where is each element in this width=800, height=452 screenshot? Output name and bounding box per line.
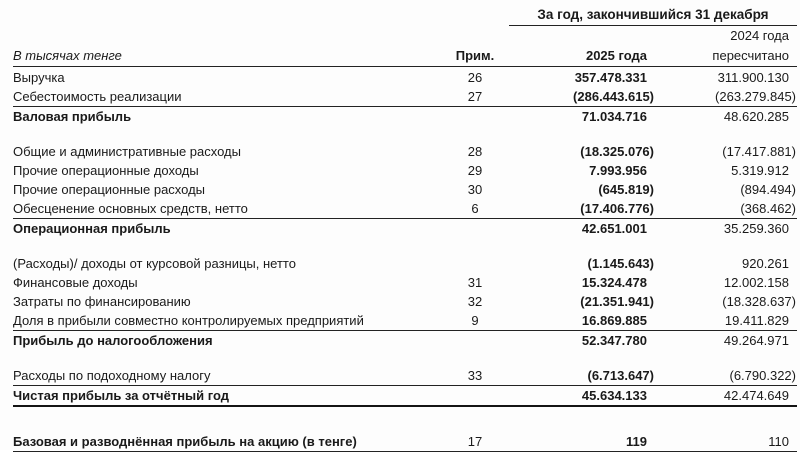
row-value-2024: 49.264.971 bbox=[723, 333, 789, 348]
row-label: Чистая прибыль за отчётный год bbox=[13, 388, 230, 403]
column-header-2025: 2025 года bbox=[585, 48, 647, 63]
row-value-2025: (1.145.643) bbox=[587, 256, 654, 271]
row-value-2024: 19.411.829 bbox=[724, 313, 789, 328]
row-value-2025: 357.478.331 bbox=[574, 70, 647, 85]
statement-row bbox=[13, 366, 797, 386]
row-value-2024: (17.417.881) bbox=[722, 144, 796, 159]
row-value-2025: 52.347.780 bbox=[581, 333, 647, 348]
unit-label: В тысячах тенге bbox=[13, 48, 122, 63]
row-note-ref: 31 bbox=[467, 275, 483, 290]
statement-row bbox=[13, 161, 797, 180]
row-value-2024: (894.494) bbox=[740, 182, 796, 197]
column-header-2024-line1: 2024 года bbox=[730, 28, 789, 43]
row-label: Обесценение основных средств, нетто bbox=[13, 201, 248, 216]
row-label: Финансовые доходы bbox=[13, 275, 138, 290]
row-value-2025: (21.351.941) bbox=[580, 294, 654, 309]
row-value-2025: (286.443.615) bbox=[573, 89, 654, 104]
row-label: Прибыль до налогообложения bbox=[13, 333, 213, 348]
row-note-ref: 30 bbox=[467, 182, 483, 197]
row-value-2024: 920.261 bbox=[742, 256, 789, 271]
column-header-2024-line2: пересчитано bbox=[712, 48, 789, 63]
row-value-2024: 42.474.649 bbox=[723, 388, 789, 403]
row-label: Расходы по подоходному налогу bbox=[13, 368, 211, 383]
statement-row bbox=[13, 432, 797, 452]
statement-body bbox=[13, 68, 797, 452]
row-value-2024: (6.790.322) bbox=[729, 368, 796, 383]
row-value-2025: (645.819) bbox=[598, 182, 654, 197]
row-label: (Расходы)/ доходы от курсовой разницы, нетто bbox=[13, 256, 296, 271]
statement-row bbox=[13, 68, 797, 87]
row-label: Валовая прибыль bbox=[13, 109, 132, 124]
row-value-2025: 15.324.478 bbox=[581, 275, 647, 290]
row-value-2025: 16.869.885 bbox=[581, 313, 647, 328]
row-label: Выручка bbox=[13, 70, 65, 85]
row-value-2024: 110 bbox=[768, 434, 789, 449]
row-label: Доля в прибыли совместно контролируемых предприятий bbox=[13, 313, 364, 328]
statement-row bbox=[13, 386, 797, 407]
statement-row bbox=[13, 292, 797, 311]
statement-row bbox=[13, 199, 797, 219]
row-note-ref: 27 bbox=[467, 89, 483, 104]
row-label: Базовая и разводнённая прибыль на акцию (в тенге) bbox=[13, 434, 357, 449]
statement-row bbox=[13, 311, 797, 331]
row-value-2024: 12.002.158 bbox=[723, 275, 789, 290]
period-header: За год, закончившийся 31 декабря bbox=[509, 7, 797, 26]
row-label: Общие и административные расходы bbox=[13, 144, 241, 159]
row-value-2024: 48.620.285 bbox=[723, 109, 789, 124]
column-header-note: Прим. bbox=[455, 48, 495, 63]
row-value-2025: 45.634.133 bbox=[581, 388, 647, 403]
row-note-ref: 6 bbox=[471, 201, 479, 216]
row-value-2025: (6.713.647) bbox=[587, 368, 654, 383]
row-value-2024: 35.259.360 bbox=[723, 221, 789, 236]
row-value-2024: (368.462) bbox=[740, 201, 796, 216]
statement-row bbox=[13, 254, 797, 273]
statement-row bbox=[13, 142, 797, 161]
row-value-2024: (263.279.845) bbox=[715, 89, 796, 104]
row-label: Прочие операционные расходы bbox=[13, 182, 206, 197]
row-note-ref: 28 bbox=[467, 144, 483, 159]
column-header-row bbox=[13, 43, 797, 67]
statement-row bbox=[13, 107, 797, 126]
row-label: Прочие операционные доходы bbox=[13, 163, 199, 178]
row-value-2024: 311.900.130 bbox=[717, 70, 789, 85]
row-note-ref: 26 bbox=[467, 70, 483, 85]
statement-row bbox=[13, 219, 797, 238]
statement-row bbox=[13, 331, 797, 350]
statement-row bbox=[13, 180, 797, 199]
row-value-2025: (18.325.076) bbox=[580, 144, 654, 159]
row-label: Операционная прибыль bbox=[13, 221, 171, 236]
row-note-ref: 17 bbox=[467, 434, 483, 449]
restated-header-row bbox=[13, 27, 797, 43]
row-note-ref: 33 bbox=[467, 368, 483, 383]
row-note-ref: 29 bbox=[467, 163, 483, 178]
row-value-2024: (18.328.637) bbox=[722, 294, 796, 309]
row-value-2025: (17.406.776) bbox=[580, 201, 654, 216]
row-value-2024: 5.319.912 bbox=[731, 163, 789, 178]
row-note-ref: 32 bbox=[467, 294, 483, 309]
row-label: Себестоимость реализации bbox=[13, 89, 182, 104]
statement-row bbox=[13, 87, 797, 107]
row-value-2025: 71.034.716 bbox=[581, 109, 647, 124]
row-value-2025: 119 bbox=[626, 434, 647, 449]
statement-row bbox=[13, 273, 797, 292]
row-value-2025: 7.993.956 bbox=[589, 163, 647, 178]
row-label: Затраты по финансированию bbox=[13, 294, 191, 309]
row-note-ref: 9 bbox=[471, 313, 479, 328]
row-value-2025: 42.651.001 bbox=[581, 221, 647, 236]
